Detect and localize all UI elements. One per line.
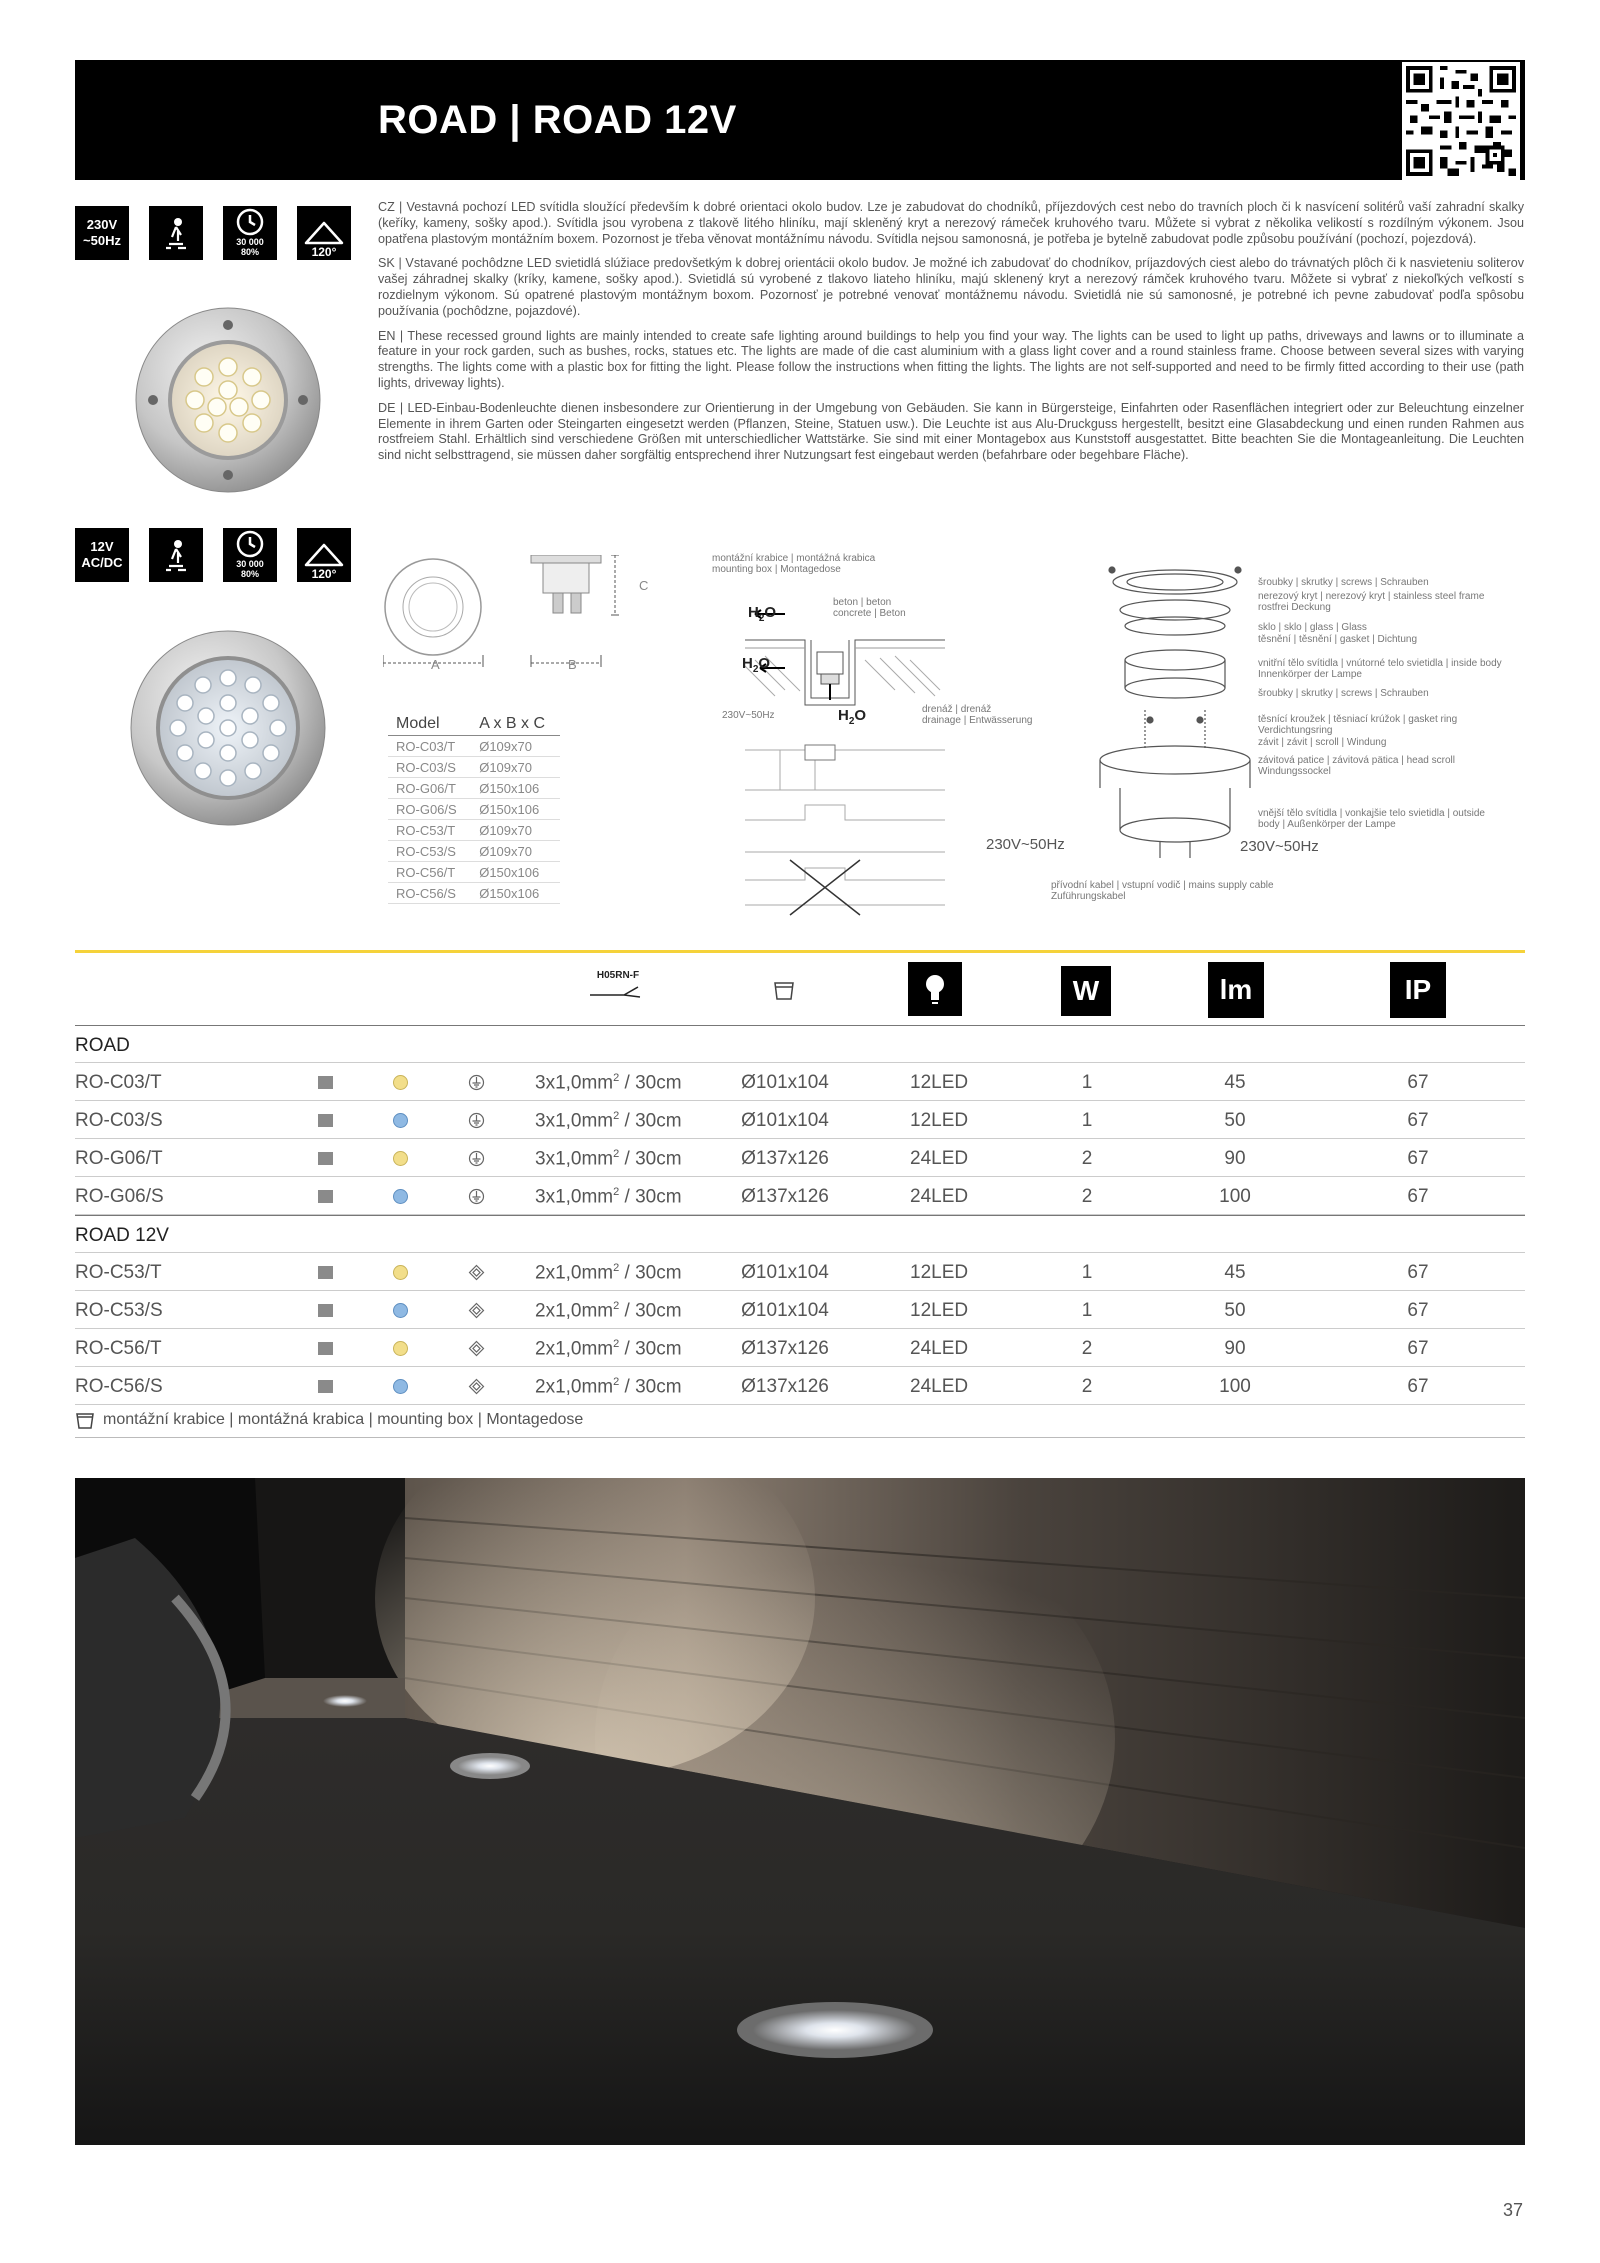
dimension-cell: Ø109x70 [471,841,560,862]
model-cell: RO-C56/S [388,883,471,904]
lifetime-hours: 30 000 [236,237,264,247]
description-de: DE | LED-Einbau-Bodenleuchte dienen insbesondere zur Orientierung in der Umgebung von Gebäuden. Sie kann in Bürgersteige, Einfahrten oder Rasenflächen integriert oder zur Beleuchtung einzelner Elemente in ihrem Garten oder Steingarten eingesetzt werden (Pflanzen, Steine, Statuen usw.). Die Leuchte ist aus Alu-Druckguss hergestellt, besitzt eine Glasabdeckung und einen runden Rahmen aus rostfreiem Stahl. Erhältlich sind verschiedene Größen mit unterschiedlicher Wattstärke. Sie sind mit einer Montagebox aus Kunststoff ausgestattet. Bitte beachten Sie die Montageanleitung. Die Leuchten sind nicht selbsttragend, sie müssen daher sorgfältig entsprechend ihrer Nutzungsart fest eingebaut werden (befahrbare oder begehbare Fläche). [378,400,1524,463]
page-number: 37 [1503,2200,1524,2220]
voltage-230v-icon [75,206,129,260]
light-color-icon [393,1075,408,1090]
model-cell: RO-C56/T [388,862,471,883]
led-count: 24LED [910,1186,969,1207]
ip-rating: 67 [1407,1300,1429,1321]
wattage: 2 [1081,1186,1093,1207]
model-cell: RO-G06/T [388,778,471,799]
drainage-label: drenáž | drenáž drainage | Entwässerung [922,704,1033,726]
box-dimension: Ø101x104 [741,1300,829,1321]
finish-swatch-icon [318,1266,333,1279]
exploded-part-label: vnitřní tělo svítidla | vnútorné telo svietidla | inside body Innenkörper der Lampe [1258,658,1502,680]
wattage: 1 [1081,1300,1093,1321]
earth-class-icon [468,1112,485,1129]
beam-angle-value: 120° [311,245,337,259]
footnote-text: montážní krabice | montážná krabica | mounting box | Montagedose [103,1411,584,1428]
box-dimension: Ø137x126 [741,1376,829,1397]
walk-over-icon [149,206,203,260]
light-color-icon [393,1379,408,1394]
qr-code-icon[interactable] [1402,62,1520,180]
ip-rating: 67 [1407,1338,1429,1359]
dimension-drawing [383,555,673,685]
lumen-value: 90 [1224,1338,1246,1359]
spec-row [75,1063,1525,1101]
model-code: RO-C03/S [75,1110,163,1131]
earth-class-icon [468,1150,485,1167]
mounting-box-icon [75,1411,95,1431]
exploded-part-label: těsnění | těsnění | gasket | Dichtung [1258,634,1417,645]
product-image-road-12led [133,305,323,495]
spec-row [75,1367,1525,1405]
wattage: 1 [1081,1262,1093,1283]
model-cell: RO-C03/T [388,736,471,757]
model-table-row [388,799,560,820]
wattage: 1 [1081,1072,1093,1093]
model-cell: RO-C53/S [388,841,471,862]
model-table-row [388,757,560,778]
section-divider [75,950,1525,953]
light-color-icon [393,1265,408,1280]
safety-class-icon [468,1264,485,1281]
dimension-a-label: A [431,657,440,672]
model-cell: RO-C53/T [388,820,471,841]
ip-rating: 67 [1407,1110,1429,1131]
model-code: RO-C53/S [75,1300,163,1321]
concrete-label: beton | beton concrete | Beton [833,597,906,619]
light-color-icon [393,1341,408,1356]
model-code: RO-G06/S [75,1186,164,1207]
ambient-scene-image [75,1478,1525,2145]
led-count: 24LED [910,1338,969,1359]
icon-row-12v [75,528,351,582]
exploded-part-label: vnější tělo svítidla | vonkajšie telo svietidla | outside body | Außenkörper der Lampe [1258,808,1485,830]
lumen-value: 100 [1219,1376,1251,1397]
spec-row [75,1329,1525,1367]
led-count: 12LED [910,1262,969,1283]
spec-group-header [75,1215,1525,1253]
lumen-value: 90 [1224,1148,1246,1169]
model-code: RO-C56/S [75,1376,163,1397]
finish-swatch-icon [318,1342,333,1355]
description-cz: CZ | Vestavná pochozí LED svítidla sloužící především k dobré orientaci okolo budov. Lze je zabudovat do chodníků, příjezdových cest nebo do travních ploch či k nasvícení solitérů vaší zahradní skalky (keříky, kameny, sošky apod.). Svítidla jsou vyrobena z tlakově litého hliníku, mají skleněný kryt a nerezový rámeček kruhového tvaru. Můžete si vybrat z několika velikostí s rozdílným výkonem. Jsou opatřena plastovým montážním boxem. Pozornost je třeba věnovat montážnímu návodu. Svítidla nejsou samonosná, je potřeba je bytelně zabudovat podle způsobu používání (pochozí, pojezdová). [378,200,1524,246]
spec-group-header [75,1025,1525,1063]
voltage-12v-icon [75,528,129,582]
beam-angle-icon [297,206,351,260]
spec-row [75,1101,1525,1139]
lumen-icon: lm [1208,962,1264,1018]
earth-class-icon [468,1074,485,1091]
safety-class-icon [468,1340,485,1357]
h2o-label: $H_2O$ [838,707,867,727]
mounting-box-icon [773,980,795,1002]
ip-rating: 67 [1407,1148,1429,1169]
product-image-road-24led [128,628,328,828]
ip-rating: 67 [1407,1186,1429,1207]
finish-swatch-icon [318,1114,333,1127]
finish-swatch-icon [318,1076,333,1089]
walk-over-icon [149,528,203,582]
wattage: 2 [1081,1338,1093,1359]
led-count: 12LED [910,1110,969,1131]
box-dimension: Ø137x126 [741,1338,829,1359]
model-code: RO-C53/T [75,1262,162,1283]
exploded-part-label: těsnící kroužek | těsniací krúžok | gasket ring Verdichtungsring [1258,714,1458,736]
install-voltage-label: 230V~50Hz [722,710,775,721]
finish-swatch-icon [318,1152,333,1165]
exploded-part-label: nerezový kryt | nerezový kryt | stainless steel frame rostfrei Deckung [1258,591,1485,613]
wattage: 2 [1081,1148,1093,1169]
spec-row [75,1253,1525,1291]
ip-rating: 67 [1407,1376,1429,1397]
description-texts [378,200,1524,473]
led-count: 12LED [910,1072,969,1093]
dimension-cell: Ø150x106 [471,778,560,799]
exploded-part-label: šroubky | skrutky | screws | Schrauben [1258,688,1429,699]
dimension-cell: Ø150x106 [471,862,560,883]
model-table-row [388,883,560,904]
spec-row [75,1291,1525,1329]
exploded-part-label: šroubky | skrutky | screws | Schrauben [1258,577,1429,588]
model-code: RO-G06/T [75,1148,163,1169]
light-color-icon [393,1113,408,1128]
earth-class-icon [468,1188,485,1205]
cable-spec: $2x1,0mm^2 / 30cm$ [535,1338,682,1360]
lifetime-hours: 30 000 [236,559,264,569]
voltage-label: 12V AC/DC [81,539,123,570]
installation-diagram [745,600,985,920]
model-code: RO-C03/T [75,1072,162,1093]
led-count: 12LED [910,1300,969,1321]
dimension-b-label: B [568,657,577,672]
voltage-right-label: 230V~50Hz [1240,838,1319,855]
footnote [75,1408,1525,1438]
box-dimension: Ø137x126 [741,1148,829,1169]
h2o-label: $H_2O$ [748,604,777,624]
model-table-row [388,820,560,841]
model-table-row [388,778,560,799]
box-dimension: Ø101x104 [741,1110,829,1131]
group-name: ROAD [75,1035,130,1056]
model-table-row [388,736,560,757]
exploded-part-label: závitová patice | závitová pätica | head scroll Windungssockel [1258,755,1455,777]
lifetime-icon [223,206,277,260]
cable-type-header [588,962,648,1024]
light-color-icon [393,1303,408,1318]
box-dimension: Ø137x126 [741,1186,829,1207]
wattage: 2 [1081,1376,1093,1397]
dimension-cell: Ø109x70 [471,736,560,757]
finish-swatch-icon [318,1304,333,1317]
light-color-icon [393,1189,408,1204]
cable-label: přívodní kabel | vstupní vodič | mains supply cable Zuführungskabel [1051,880,1274,902]
dimension-cell: Ø109x70 [471,757,560,778]
dimension-header: A x B x C [471,713,560,736]
lumen-value: 45 [1224,1072,1246,1093]
cable-spec: $3x1,0mm^2 / 30cm$ [535,1072,682,1094]
watt-icon: W [1061,966,1111,1016]
finish-swatch-icon [318,1380,333,1393]
led-count: 24LED [910,1376,969,1397]
page-header [75,60,1525,180]
cable-icon [588,981,648,1001]
cable-type-label: H05RN-F [596,970,640,981]
bulb-icon [908,962,962,1016]
model-code: RO-C56/T [75,1338,162,1359]
spec-row [75,1139,1525,1177]
lifetime-percent: 80% [240,247,259,257]
safety-class-icon [468,1302,485,1319]
page-title: ROAD | ROAD 12V [378,98,737,142]
lifetime-icon [223,528,277,582]
model-header: Model [388,713,471,736]
cable-spec: $3x1,0mm^2 / 30cm$ [535,1110,682,1132]
ip-rating: 67 [1407,1262,1429,1283]
spec-table [75,1025,1525,1405]
finish-swatch-icon [318,1190,333,1203]
h2o-label: $H_2O$ [742,655,771,675]
model-table-row [388,862,560,883]
light-color-icon [393,1151,408,1166]
beam-angle-icon [297,528,351,582]
lumen-value: 50 [1224,1300,1246,1321]
group-name: ROAD 12V [75,1225,169,1246]
ip-rating: 67 [1407,1072,1429,1093]
lifetime-percent: 80% [240,569,259,579]
safety-class-icon [468,1378,485,1395]
lumen-value: 100 [1219,1186,1251,1207]
dimension-c-label: C [639,578,649,593]
lumen-value: 50 [1224,1110,1246,1131]
dimension-cell: Ø150x106 [471,883,560,904]
voltage-label: 230V ~50Hz [83,217,121,248]
description-sk: SK | Vstavané pochôdzne LED svietidlá slúžiace predovšetkým k dobrej orientácii okolo budov. Je možné ich zabudovať do chodníkov, príjazdových ciest alebo do trávnatých plôch či k nasvieteniu soliterov vašej záhradnej skalky (kríky, kamene, sošky apod.). Svietidlá sú vyrobené z tlakovo liateho hliníku, majú sklenený kryt a nerezový rámček kruhového tvaru. Môžete si vybrať z niekoľkých veľkostí s rozdielnym výkonom. Sú opatrené plastovým montážnym boxom. Pozornosť je potrebné venovať montážnemu návodu. Svietidlá nie sú samonosné, je potrebné ich pevne zabudovať podľa spôsobu používania (pochôdzne, pojazdové). [378,256,1524,318]
ip-rating-icon: IP [1390,962,1446,1018]
description-en: EN | These recessed ground lights are mainly intended to create safe lighting around buildings to help you find your way. The lights can be used to light up paths, driveways and lawns or to illuminate a feature in your rock garden, such as bushes, rocks, statues etc. The lights are made of die cast aluminium with a glass light cover and a round stainless frame. Choose between several sizes with varying strengths. The lights come with a plastic box for fitting the light. Please follow the instructions when fitting the lights. The lights are not self-supported and need to be firmly fitted according to their use (path lights, driveway lights). [378,328,1524,390]
cable-spec: $3x1,0mm^2 / 30cm$ [535,1148,682,1170]
exploded-part-label: sklo | sklo | glass | Glass [1258,622,1367,633]
model-cell: RO-G06/S [388,799,471,820]
lumen-value: 45 [1224,1262,1246,1283]
icon-row-230v [75,206,351,260]
cable-spec: $2x1,0mm^2 / 30cm$ [535,1376,682,1398]
model-table-row [388,841,560,862]
exploded-part-label: závit | závit | scroll | Windung [1258,737,1387,748]
dimension-cell: Ø109x70 [471,820,560,841]
wattage: 1 [1081,1110,1093,1131]
spec-row [75,1177,1525,1215]
voltage-left-label: 230V~50Hz [986,836,1065,853]
beam-angle-value: 120° [311,567,337,581]
cable-spec: $2x1,0mm^2 / 30cm$ [535,1300,682,1322]
model-dimension-table [388,713,560,904]
dimension-cell: Ø150x106 [471,799,560,820]
model-cell: RO-C03/S [388,757,471,778]
box-dimension: Ø101x104 [741,1262,829,1283]
box-dimension: Ø101x104 [741,1072,829,1093]
exploded-view-diagram [1090,560,1260,860]
lifestyle-photo [75,1478,1525,2145]
mounting-box-label: montážní krabice | montážná krabica mounting box | Montagedose [712,553,876,575]
led-count: 24LED [910,1148,969,1169]
cable-spec: $3x1,0mm^2 / 30cm$ [535,1186,682,1208]
cable-spec: $2x1,0mm^2 / 30cm$ [535,1262,682,1284]
